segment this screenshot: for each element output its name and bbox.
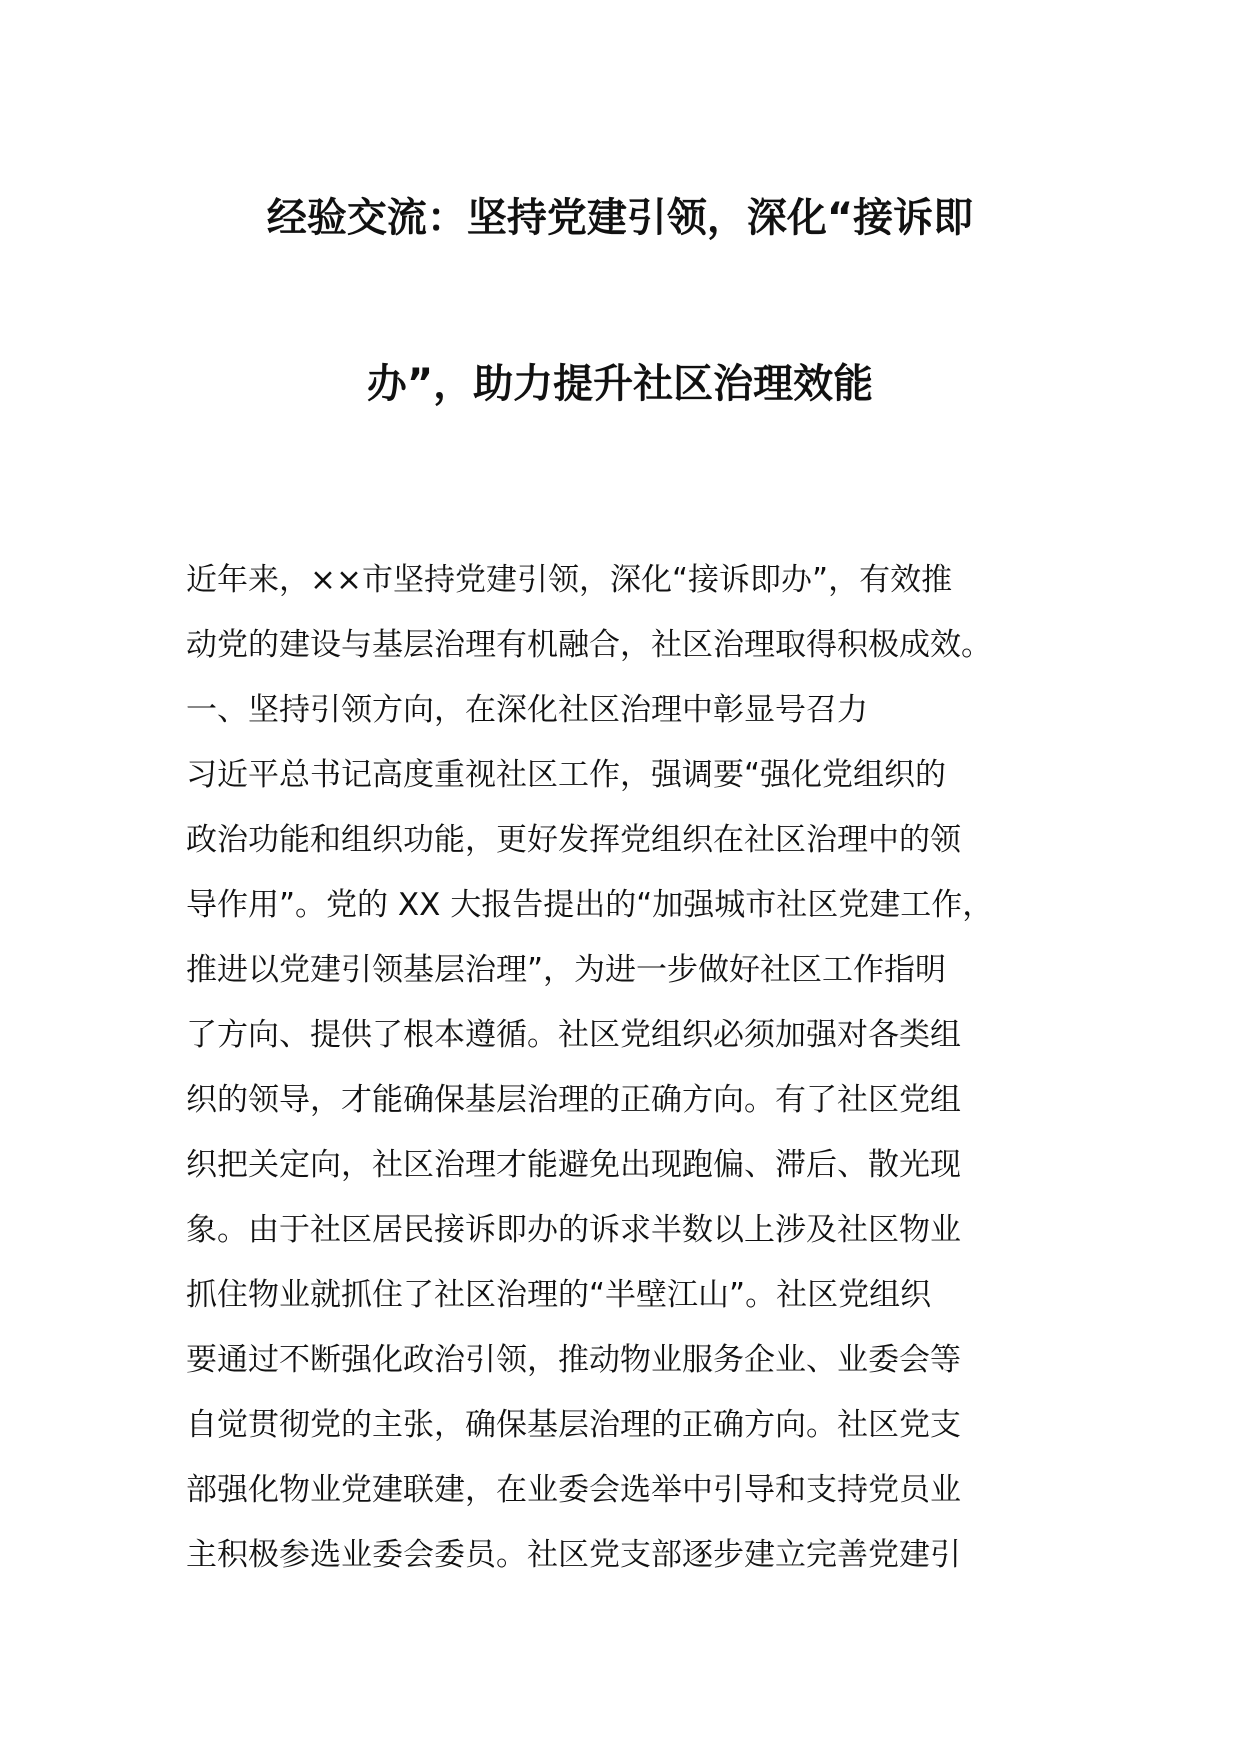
section-heading: 一、坚持引领方向，在深化社区治理中彰显号召力 [186,692,868,728]
body-line: 部强化物业党建联建，在业委会选举中引导和支持党员业 [186,1472,961,1508]
title-line-1: 经验交流：坚持党建引领，深化“接诉即 [266,195,974,241]
body-line: 织把关定向，社区治理才能避免出现跑偏、滞后、散光现 [186,1147,961,1183]
body-line: 推进以党建引领基层治理”，为进一步做好社区工作指明 [186,952,947,988]
document-title [150,196,1090,406]
body-line: 近年来，××市坚持党建引领，深化“接诉即办”，有效推 [186,562,953,598]
body-line: 象。由于社区居民接诉即办的诉求半数以上涉及社区物业 [186,1212,961,1248]
body-line: 要通过不断强化政治引领，推动物业服务企业、业委会等 [186,1342,961,1378]
body-line: 导作用”。党的 XX 大报告提出的“加强城市社区党建工作， [186,887,994,923]
body-line: 主积极参选业委会委员。社区党支部逐步建立完善党建引 [186,1537,961,1573]
body-line: 抓住物业就抓住了社区治理的“半壁江山”。社区党组织 [186,1277,932,1313]
document-body [186,548,1086,1588]
body-line: 自觉贯彻党的主张，确保基层治理的正确方向。社区党支 [186,1407,961,1443]
title-line-2: 办”，助力提升社区治理效能 [366,361,874,407]
body-line: 动党的建设与基层治理有机融合，社区治理取得积极成效。 [186,627,992,663]
body-line: 政治功能和组织功能，更好发挥党组织在社区治理中的领 [186,822,961,858]
body-line: 习近平总书记高度重视社区工作，强调要“强化党组织的 [186,757,947,793]
body-line: 织的领导，才能确保基层治理的正确方向。有了社区党组 [186,1082,961,1118]
body-line: 了方向、提供了根本遵循。社区党组织必须加强对各类组 [186,1017,961,1053]
